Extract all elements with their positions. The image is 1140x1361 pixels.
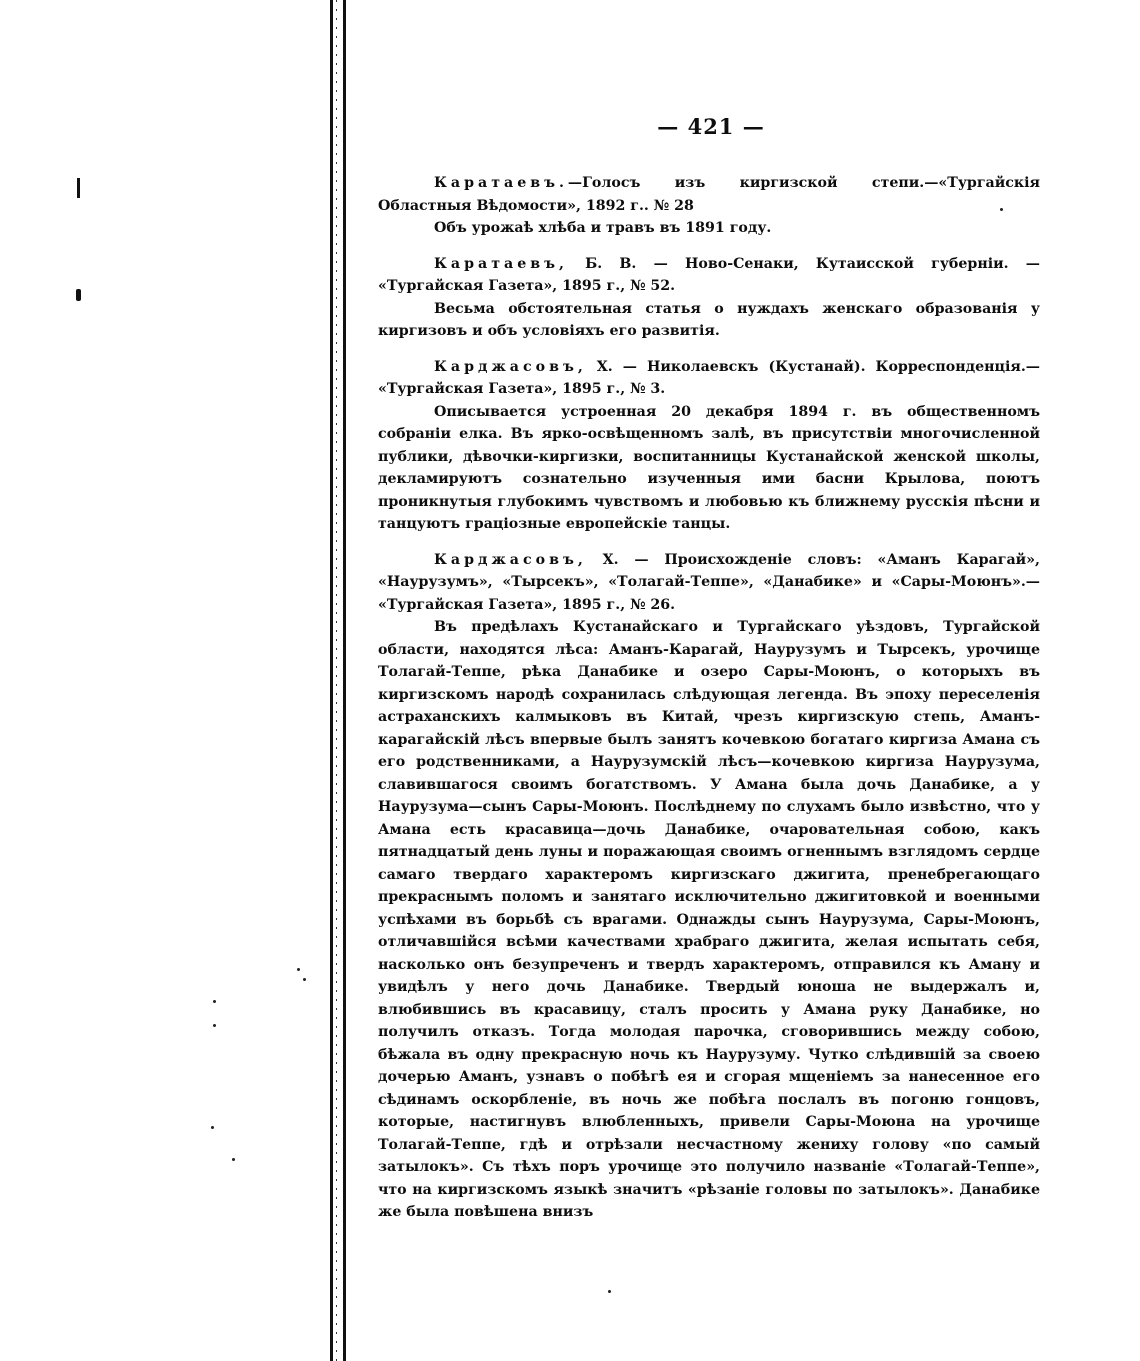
bibliography-entry [378, 549, 1040, 1224]
bibliography-entry [378, 172, 1040, 240]
entry-citation-text: Б. В. — Ново-Сенаки, Кутаисской губерніи. — «Тургайская Газета», 1895 г., № 52. [378, 255, 1040, 294]
entry-citation [378, 253, 1040, 298]
scan-speck [211, 1126, 214, 1129]
scan-speck [213, 1000, 216, 1003]
bibliography-entry [378, 253, 1040, 343]
scan-speck [232, 1158, 235, 1161]
scan-speck [303, 978, 306, 981]
entry-citation-text: X. — Происхожденіе словъ: «Аманъ Карагай», «Наурузумъ», «Тырсекъ», «Толагай-Теппе», «Данабике» и «Сары-Моюнъ».— «Тургайская Газета», 1895 г., № 26. [378, 551, 1040, 613]
entry-author: Каратаевъ, [434, 255, 568, 272]
entry-citation [378, 549, 1040, 617]
bibliography-entry [378, 356, 1040, 536]
binding-edge-line [330, 0, 333, 1361]
entry-citation-text: —Голосъ изъ киргизской степи.—«Тургайскія Областныя Вѣдомости», 1892 г.. № 28 [378, 175, 1040, 214]
margin-mark [77, 178, 80, 198]
scan-speck [297, 968, 300, 971]
page-number: — 421 — [657, 114, 765, 139]
entry-description: Описывается устроенная 20 декабря 1894 г. въ общественномъ собраніи елка. Въ ярко-освѣщенномъ залѣ, въ присутствіи многочисленной публики, дѣвочки-киргизки, воспитанницы Кустанайской женской школы, декламируютъ сознательно изученныя ими басни Крылова, поютъ проникнутыя глубокимъ чувствомъ и любовью къ ближнему русскія пѣсни и танцуютъ граціозные европейскіе танцы. [378, 403, 1040, 532]
entry-author: Каратаевъ. [434, 175, 568, 191]
entry-author: Карджасовъ, [434, 358, 587, 375]
margin-mark [76, 289, 81, 301]
scan-speck [213, 1024, 216, 1027]
entry-description: Весьма обстоятельная статья о нуждахъ женскаго образованія у киргизовъ и объ условіяхъ его развитія. [378, 300, 1040, 339]
entry-citation-text: X. — Николаевскъ (Кустанай). Корреспонденція.— «Тургайская Газета», 1895 г., № 3. [378, 358, 1040, 397]
entry-description: Объ урожаѣ хлѣба и травъ въ 1891 году. [434, 220, 772, 236]
bibliography-column [378, 172, 1040, 1237]
entry-citation [378, 356, 1040, 401]
entry-citation [378, 172, 1040, 217]
entry-author: Карджасовъ, [434, 551, 587, 568]
entry-description: Въ предѣлахъ Кустанайскаго и Тургайскаго уѣздовъ, Тургайской области, находятся лѣса: Аманъ-Карагай, Наурузумъ и Тырсекъ, урочище Толагай-Теппе, рѣка Данабике и озеро Сары-Моюнъ, о которыхъ въ киргизскомъ народѣ сохранилась слѣдующая легенда. Въ эпоху переселенія астраханскихъ калмыковъ въ Китай, чрезъ киргизскую степь, Аманъ-карагайскій лѣсъ впервые былъ занятъ кочевкою богатаго киргиза Амана съ его родственниками, а Наурузумскій лѣсъ—кочевкою киргиза Наурузума, славившагося своимъ богатствомъ. У Амана была дочь Данабике, а у Наурузума—сынъ Сары-Моюнъ. Послѣднему по слухамъ было извѣстно, что у Амана есть красавица—дочь Данабике, очаровательная собою, какъ пятнадцатый день луны и поражающая своимъ огненнымъ взглядомъ сердце самаго твердаго характеромъ киргизскаго джигита, пренебрегающаго прекраснымъ поломъ и занятаго исключительно джигитовкой и военными успѣхами въ борьбѣ съ врагами. Однажды сынъ Наурузума, Сары-Моюнъ, отличавшійся всѣми качествами храбраго джигита, желая испытать себя, насколько онъ безупреченъ и твердъ характеромъ, отправился къ Аману и увидѣлъ у него дочь Данабике. Твердый юноша не выдержалъ и, влюбившись въ красавицу, сталъ просить у Амана руку Данабике, но получилъ отказъ. Тогда молодая парочка, сговорившись между собою, бѣжала въ одну прекрасную ночь къ Наурузуму. Чутко слѣдившій за своею дочерью Аманъ, узнавъ о побѣгѣ ея и сгорая мщеніемъ за нанесенное его сѣдинамъ оскорбленіе, въ ночь же побѣга послалъ въ погоню гонцовъ, которые, настигнувъ влюбленныхъ, привели Сары-Моюна на урочище Толагай-Теппе, гдѣ и отрѣзали несчастному жениху голову «по самый затылокъ». Съ тѣхъ поръ урочище это получило названіе «Толагай-Теппе», что на киргизскомъ языкѣ значитъ «рѣзаніе головы по затылокъ». Данабике же была повѣшена внизъ [378, 619, 1040, 1220]
scan-speck [608, 1290, 611, 1293]
binding-dotted-line [336, 0, 337, 1361]
binding-edge-line-inner [343, 0, 346, 1361]
